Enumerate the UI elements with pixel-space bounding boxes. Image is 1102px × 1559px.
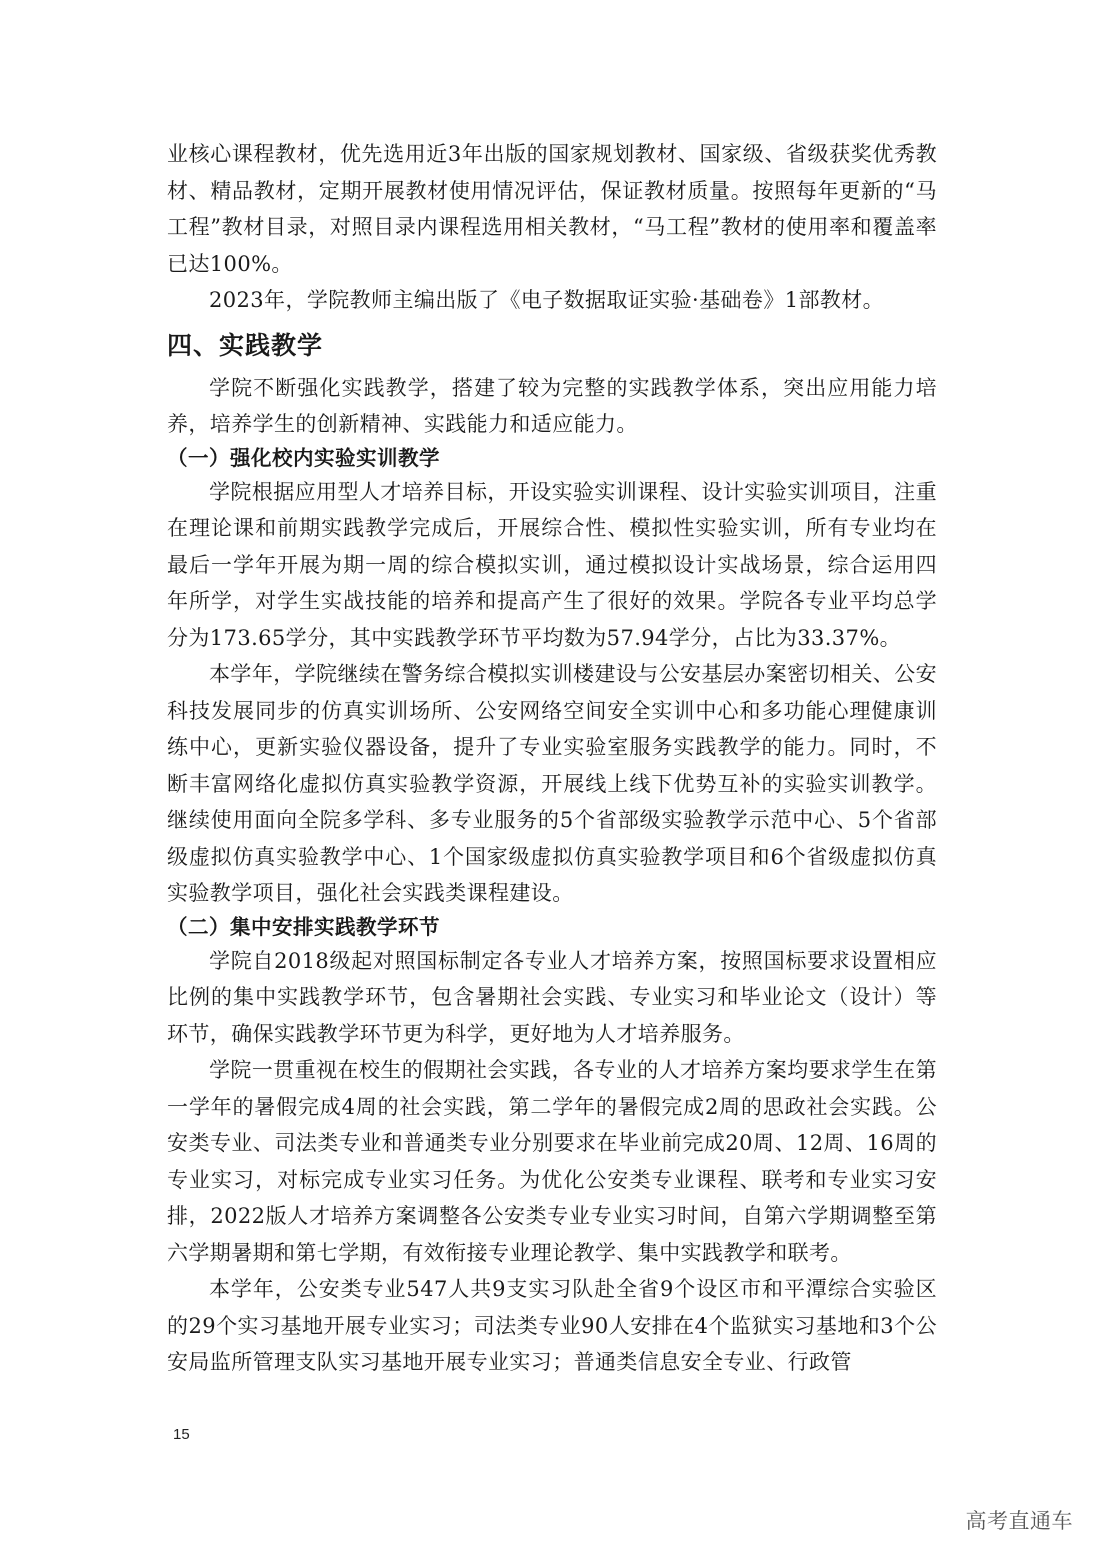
subheading-concentrated-practice: （二）集中安排实践教学环节 (167, 914, 440, 939)
paragraph-concentrated-practice-3: 本学年，公安类专业547人共9支实习队赴全省9个设区市和平潭综合实验区的29个实习基地开展专业实习；司法类专业90人安排在4个监狱实习基地和3个公安局监所管理支队实习基地开展专业实习；普通类信息安全专业、行政管 (167, 1277, 937, 1374)
paragraph-lab-training-1: 学院根据应用型人才培养目标，开设实验实训课程、设计实验实训项目，注重在理论课和前期实践教学完成后，开展综合性、模拟性实验实训，所有专业均在最后一学年开展为期一周的综合模拟实训，通过模拟设计实战场景，综合运用四年所学，对学生实战技能的培养和提高产生了很好的效果。学院各专业平均总学分为173.65学分，其中实践教学环节平均数为57.94学分，占比为33.37%。 (167, 479, 937, 650)
paragraph-concentrated-practice-1: 学院自2018级起对照国标制定各专业人才培养方案，按照国标要求设置相应比例的集中实践教学环节，包含暑期社会实践、专业实习和毕业论文（设计）等环节，确保实践教学环节更为科学，更好地为人才培养服务。 (167, 948, 937, 1046)
paragraph-textbook-selection: 业核心课程教材，优先选用近3年出版的国家规划教材、国家级、省级获奖优秀教材、精品教材，定期开展教材使用情况评估，保证教材质量。按照每年更新的“马工程”教材目录，对照目录内课程选用相关教材，“马工程”教材的使用率和覆盖率已达100%。 (167, 142, 937, 276)
page-content (167, 136, 937, 1381)
paragraph-concentrated-practice-2: 学院一贯重视在校生的假期社会实践，各专业的人才培养方案均要求学生在第一学年的暑假完成4周的社会实践，第二学年的暑假完成2周的思政社会实践。公安类专业、司法类专业和普通类专业分别要求在毕业前完成20周、12周、16周的专业实习，对标完成专业实习任务。为优化公安类专业课程、联考和专业实习安排，2022版人才培养方案调整各公安类专业专业实习时间，自第六学期调整至第六学期暑期和第七学期，有效衔接专业理论教学、集中实践教学和联考。 (167, 1058, 937, 1265)
section-heading-practice-teaching: 四、实践教学 (167, 330, 324, 360)
paragraph-lab-training-2: 本学年，学院继续在警务综合模拟实训楼建设与公安基层办案密切相关、公安科技发展同步的仿真实训场所、公安网络空间安全实训中心和多功能心理健康训练中心，更新实验仪器设备，提升了专业实验室服务实践教学的能力。同时，不断丰富网络化虚拟仿真实验教学资源，开展线上线下优势互补的实验实训教学。继续使用面向全院多学科、多专业服务的5个省部级实验教学示范中心、5个省部级虚拟仿真实验教学中心、1个国家级虚拟仿真实验教学项目和6个省级虚拟仿真实验教学项目，强化社会实践类课程建设。 (167, 662, 937, 905)
watermark: 高考直通车 (965, 1509, 1073, 1533)
paragraph-textbook-publication: 2023年，学院教师主编出版了《电子数据取证实验·基础卷》1部教材。 (209, 288, 885, 312)
subheading-lab-training: （一）强化校内实验实训教学 (167, 445, 440, 470)
page-number: 15 (173, 1426, 190, 1443)
paragraph-practice-intro: 学院不断强化实践教学，搭建了较为完整的实践教学体系，突出应用能力培养，培养学生的创新精神、实践能力和适应能力。 (167, 375, 937, 436)
